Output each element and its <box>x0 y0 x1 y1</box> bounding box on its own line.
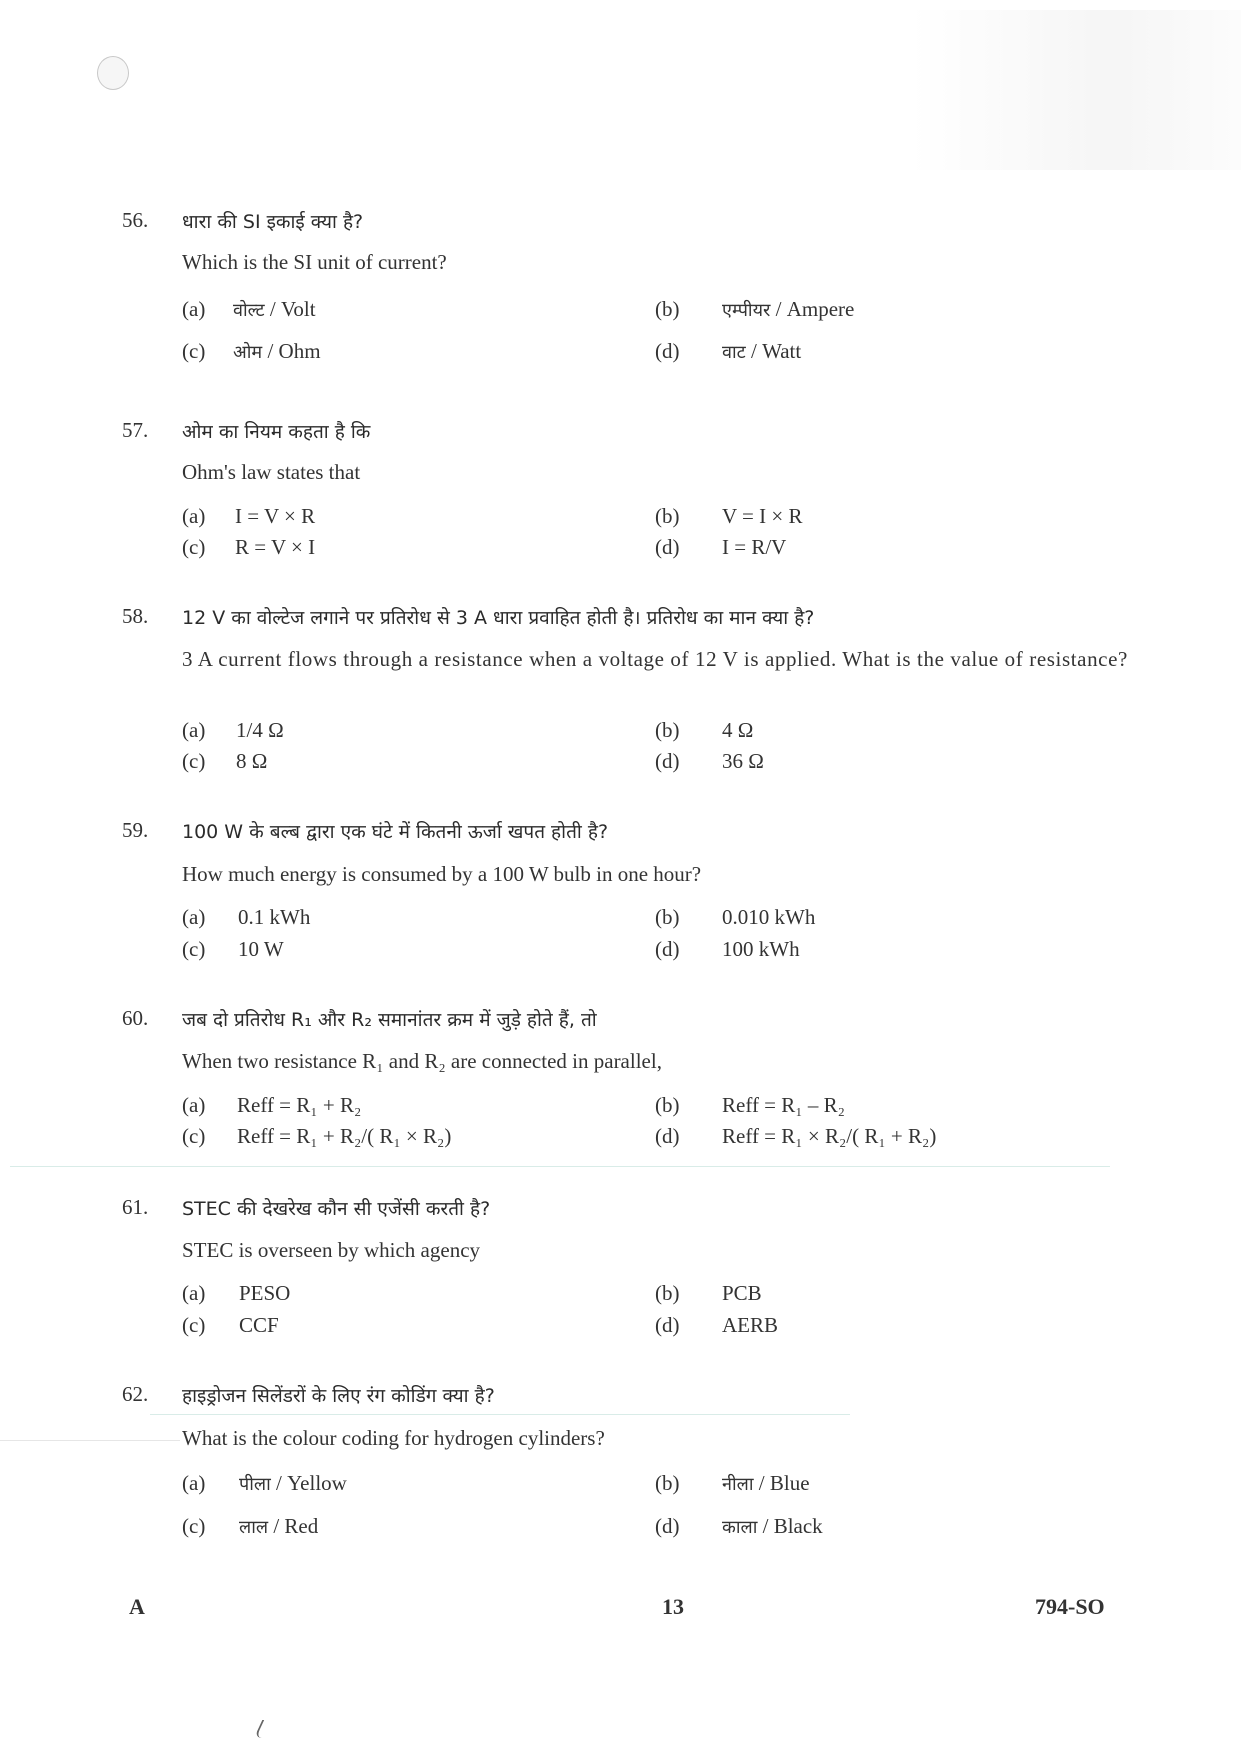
option-b-text: Reff = R₁ – R₂ <box>722 1093 845 1117</box>
option-c-text: R = V × I <box>235 535 316 559</box>
question-text-english: How much energy is consumed by a 100 W bulb in one hour? <box>182 862 702 886</box>
option-d-label: (d) <box>655 749 680 773</box>
option-b-label: (b) <box>655 905 680 929</box>
option-a-text: PESO <box>239 1281 291 1305</box>
scan-line <box>150 1414 850 1415</box>
option-d-text: I = R/V <box>722 535 787 559</box>
option-d-text: काला / Black <box>722 1514 823 1538</box>
question-number: 56. <box>122 208 149 232</box>
option-c-label: (c) <box>182 339 206 363</box>
footer-paper-code: 794-SO <box>1035 1594 1105 1619</box>
option-d-label: (d) <box>655 339 680 363</box>
option-d-label: (d) <box>655 1313 680 1337</box>
question-number: 60. <box>122 1006 149 1030</box>
punch-hole-mark <box>97 56 129 90</box>
question-text-hindi: हाइड्रोजन सिलेंडरों के लिए रंग कोडिंग क्या है? <box>182 1385 495 1407</box>
question-text-hindi: 12 V का वोल्टेज लगाने पर प्रतिरोध से 3 A धारा प्रवाहित होती है। प्रतिरोध का मान क्या है? <box>182 607 815 629</box>
option-d-label: (d) <box>655 937 680 961</box>
option-c-text: CCF <box>239 1313 279 1337</box>
option-d-label: (d) <box>655 535 680 559</box>
option-b-text: V = I × R <box>722 504 803 528</box>
option-b-text: 4 Ω <box>722 718 754 742</box>
option-a-label: (a) <box>182 905 206 929</box>
option-b-label: (b) <box>655 1471 680 1495</box>
option-d-text: AERB <box>722 1313 779 1337</box>
option-a-label: (a) <box>182 297 206 321</box>
question-text-english: When two resistance R₁ and R₂ are connected in parallel, <box>182 1049 662 1073</box>
question-text-hindi: STEC की देखरेख कौन सी एजेंसी करती है? <box>182 1198 491 1220</box>
option-d-text: वाट / Watt <box>722 339 802 363</box>
question-text-hindi: जब दो प्रतिरोध R₁ और R₂ समानांतर क्रम में जुड़े होते हैं, तो <box>182 1009 597 1031</box>
option-d-text: 100 kWh <box>722 937 800 961</box>
question-number: 61. <box>122 1195 149 1219</box>
option-b-label: (b) <box>655 718 680 742</box>
option-c-text: Reff = R₁ + R₂/( R₁ × R₂) <box>237 1124 452 1148</box>
option-a-text: 0.1 kWh <box>238 905 311 929</box>
option-a-text: I = V × R <box>235 504 316 528</box>
option-c-label: (c) <box>182 749 206 773</box>
option-b-text: PCB <box>722 1281 762 1305</box>
question-number: 58. <box>122 604 149 628</box>
option-a-label: (a) <box>182 718 206 742</box>
footer-page-number: 13 <box>662 1594 684 1619</box>
question-number: 59. <box>122 818 149 842</box>
option-a-text: 1/4 Ω <box>236 718 284 742</box>
option-a-label: (a) <box>182 1471 206 1495</box>
question-text-hindi: धारा की SI इकाई क्या है? <box>182 211 364 233</box>
option-c-label: (c) <box>182 1124 206 1148</box>
question-number: 57. <box>122 418 149 442</box>
option-c-label: (c) <box>182 937 206 961</box>
option-b-text: 0.010 kWh <box>722 905 816 929</box>
option-b-label: (b) <box>655 297 680 321</box>
scan-line <box>10 1166 1110 1167</box>
option-b-text: एम्पीयर / Ampere <box>722 297 855 321</box>
pen-mark <box>254 1720 280 1738</box>
option-d-label: (d) <box>655 1514 680 1538</box>
option-a-text: Reff = R₁ + R₂ <box>237 1093 362 1117</box>
option-b-label: (b) <box>655 1093 680 1117</box>
question-text-english: Ohm's law states that <box>182 460 361 484</box>
option-b-label: (b) <box>655 504 680 528</box>
option-d-label: (d) <box>655 1124 680 1148</box>
option-c-text: लाल / Red <box>239 1514 319 1538</box>
option-a-text: पीला / Yellow <box>239 1471 347 1495</box>
question-text-english: Which is the SI unit of current? <box>182 250 447 274</box>
question-text-hindi: ओम का नियम कहता है कि <box>182 421 371 443</box>
question-number: 62. <box>122 1382 149 1406</box>
scan-line <box>0 1440 180 1441</box>
option-b-label: (b) <box>655 1281 680 1305</box>
question-text-english: 3 A current flows through a resistance when a voltage of 12 V is applied. What is the value of resistance? <box>182 647 1128 671</box>
question-text-english: STEC is overseen by which agency <box>182 1238 481 1262</box>
option-a-label: (a) <box>182 1093 206 1117</box>
option-c-text: 8 Ω <box>236 749 268 773</box>
option-c-label: (c) <box>182 1313 206 1337</box>
footer-set-label: A <box>129 1594 145 1619</box>
option-c-label: (c) <box>182 1514 206 1538</box>
option-d-text: 36 Ω <box>722 749 764 773</box>
option-c-text: ओम / Ohm <box>233 339 321 363</box>
question-text-english: What is the colour coding for hydrogen cylinders? <box>182 1426 605 1450</box>
option-a-label: (a) <box>182 1281 206 1305</box>
option-c-text: 10 W <box>238 937 284 961</box>
option-a-label: (a) <box>182 504 206 528</box>
option-b-text: नीला / Blue <box>722 1471 810 1495</box>
option-c-label: (c) <box>182 535 206 559</box>
question-text-hindi: 100 W के बल्ब द्वारा एक घंटे में कितनी ऊर्जा खपत होती है? <box>182 821 609 843</box>
scan-shading <box>911 10 1241 170</box>
option-a-text: वोल्ट / Volt <box>233 297 316 321</box>
option-d-text: Reff = R₁ × R₂/( R₁ + R₂) <box>722 1124 937 1148</box>
